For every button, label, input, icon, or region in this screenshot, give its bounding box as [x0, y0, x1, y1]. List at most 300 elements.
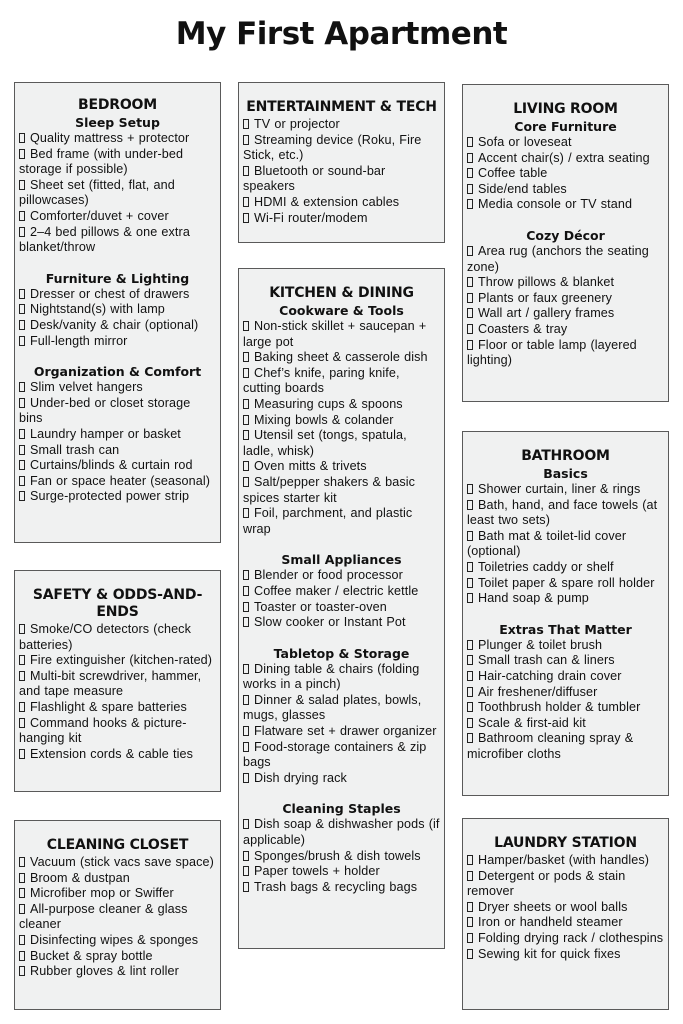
checkbox-icon: [243, 602, 249, 612]
checklist-item-text: Vacuum (stick vacs save space): [30, 855, 214, 869]
checkbox-icon: [19, 702, 25, 712]
checklist-item: [243, 615, 440, 631]
checklist-item-text: Air freshener/diffuser: [478, 684, 598, 699]
checklist: [243, 817, 440, 895]
checklist-section: [467, 466, 664, 607]
checkbox-icon: [19, 476, 25, 486]
checklist-item: [243, 350, 440, 366]
checkbox-icon: [467, 168, 473, 178]
checklist-item: [243, 849, 440, 865]
checklist-item: [467, 529, 664, 560]
checkbox-icon: [19, 133, 25, 143]
card-laundry: [462, 818, 669, 1010]
checkbox-icon: [243, 508, 249, 518]
section-title: Organization & Comfort: [33, 364, 202, 380]
checklist-item: [467, 731, 664, 762]
checklist: [243, 662, 440, 787]
checklist-item: [243, 506, 440, 537]
checklist-item-text: Sponges/brush & dish towels: [254, 848, 421, 863]
checkbox-icon: [19, 966, 25, 976]
checklist-item: [243, 459, 440, 475]
checkbox-icon: [243, 742, 249, 752]
checkbox-icon: [19, 460, 25, 470]
checklist-item-text: Side/end tables: [478, 181, 567, 196]
checklist-item: [243, 724, 440, 740]
checklist-item: [467, 151, 664, 167]
checkbox-icon: [467, 340, 473, 350]
checklist-item: [19, 458, 216, 474]
card-living-room: [462, 84, 669, 402]
checklist-item: [19, 716, 216, 747]
checklist-item: [467, 560, 664, 576]
checklist-item-text: Baking sheet & casserole dish: [254, 350, 428, 365]
section-title: Cozy Décor: [526, 227, 605, 243]
checkbox-icon: [467, 308, 473, 318]
checklist-section: [243, 801, 440, 895]
checkbox-icon: [243, 586, 249, 596]
section-title: Small Appliances: [281, 552, 402, 568]
checklist-item-text: Oven mitts & trivets: [254, 459, 367, 474]
checkbox-icon: [19, 904, 25, 914]
checkbox-icon: [467, 562, 473, 572]
checklist-item-text: Toilet paper & spare roll holder: [478, 575, 655, 590]
checklist-item-text: Bed frame (with under-bed storage if possible): [19, 146, 184, 177]
checkbox-icon: [243, 882, 249, 892]
checklist-item: [467, 275, 664, 291]
card-kitchen: [238, 268, 445, 949]
checklist-item: [467, 869, 664, 900]
checkbox-icon: [467, 640, 473, 650]
checkbox-icon: [19, 304, 25, 314]
checkbox-icon: [243, 135, 249, 145]
checklist: [19, 380, 216, 505]
checklist-item: [243, 771, 440, 787]
checkbox-icon: [19, 888, 25, 898]
checklist-item-text: Trash bags & recycling bags: [254, 879, 418, 894]
checklist-item: [467, 576, 664, 592]
checklist-item-text: Hand soap & pump: [478, 591, 589, 606]
checklist-item-text: Comforter/duvet + cover: [30, 208, 169, 223]
checkbox-icon: [467, 949, 473, 959]
checklist-item: [19, 209, 216, 225]
checkbox-icon: [243, 695, 249, 705]
checklist-item-text: Media console or TV stand: [478, 197, 633, 212]
checkbox-icon: [243, 119, 249, 129]
checklist-item: [467, 931, 664, 947]
checklist-item: [467, 338, 664, 369]
checklist-item-text: Wall art / gallery frames: [478, 306, 615, 321]
checklist-item-text: Chef’s knife, paring knife, cutting boards: [243, 365, 400, 396]
checklist-item-text: Bathroom cleaning spray & microfiber cloths: [467, 731, 634, 761]
card-safety: [14, 570, 221, 792]
checkbox-icon: [19, 398, 25, 408]
checkbox-icon: [243, 352, 249, 362]
checklist-item-text: Bath, hand, and face towels (at least two sets): [467, 497, 658, 528]
checklist-item-text: Coffee table: [478, 166, 548, 181]
checklist-item: [243, 211, 440, 227]
checklist-item: [243, 600, 440, 616]
checklist-item: [467, 482, 664, 498]
checklist-item: [243, 817, 440, 848]
checklist-item-text: Measuring cups & spoons: [254, 396, 403, 411]
checklist-item: [243, 428, 440, 459]
checklist-item-text: Hamper/basket (with handles): [478, 853, 650, 867]
checklist-item-text: Curtains/blinds & curtain rod: [30, 458, 193, 473]
checklist-section: [243, 117, 440, 226]
checklist-item: [19, 474, 216, 490]
checklist-item: [19, 964, 216, 980]
checklist: [243, 319, 440, 537]
checklist-item-text: Plants or faux greenery: [478, 290, 613, 305]
checklist-section: [467, 119, 664, 213]
checklist-item: [243, 693, 440, 724]
checklist-item-text: Smoke/CO detectors (check batteries): [19, 622, 191, 652]
checkbox-icon: [19, 873, 25, 883]
checklist-item: [19, 933, 216, 949]
checklist-section: [243, 646, 440, 787]
checklist-item-text: Extension cords & cable ties: [30, 746, 194, 761]
checklist-section: [243, 552, 440, 630]
checklist-item-text: Foil, parchment, and plastic wrap: [243, 506, 413, 536]
checklist-item-text: Under-bed or closet storage bins: [19, 395, 191, 426]
checkbox-icon: [19, 718, 25, 728]
checklist-section: [243, 303, 440, 537]
checklist-item-text: Quality mattress + protector: [30, 131, 190, 145]
checklist-item: [19, 131, 216, 147]
checklist-item: [243, 366, 440, 397]
checklist-item-text: Salt/pepper shakers & basic spices starter kit: [243, 474, 416, 505]
checklist-item: [467, 716, 664, 732]
checklist-item: [243, 195, 440, 211]
checklist-item-text: Nightstand(s) with lamp: [30, 302, 165, 317]
checkbox-icon: [19, 624, 25, 634]
checkbox-icon: [19, 180, 25, 190]
card-cleaning-closet: [14, 820, 221, 1010]
checkbox-icon: [467, 277, 473, 287]
checklist-item-text: Accent chair(s) / extra seating: [478, 150, 650, 165]
checklist-item: [467, 853, 664, 869]
checkbox-icon: [467, 578, 473, 588]
checkbox-icon: [243, 399, 249, 409]
checklist-item-text: Small trash can & liners: [478, 653, 615, 668]
checklist-item: [19, 302, 216, 318]
checklist-item-text: Blender or food processor: [254, 568, 403, 583]
checklist-item-text: Sewing kit for quick fixes: [478, 946, 621, 961]
checklist-item: [19, 443, 216, 459]
card-title: BATHROOM: [521, 448, 610, 464]
checklist-item: [19, 427, 216, 443]
checklist-item-text: Flatware set + drawer organizer: [254, 724, 437, 739]
checklist-item: [19, 886, 216, 902]
checklist-section: [467, 228, 664, 369]
card-title: ENTERTAINMENT & TECH: [246, 99, 437, 115]
checklist-item: [467, 197, 664, 213]
checklist-item-text: Fan or space heater (seasonal): [30, 473, 211, 488]
checkbox-icon: [243, 477, 249, 487]
checklist-item: [467, 306, 664, 322]
checklist-item: [19, 489, 216, 505]
checkbox-icon: [243, 819, 249, 829]
checkbox-icon: [19, 491, 25, 501]
checklist-item-text: Floor or table lamp (layered lighting): [467, 337, 637, 368]
checklist-item: [467, 591, 664, 607]
checklist-item: [19, 902, 216, 933]
checkbox-icon: [243, 213, 249, 223]
checklist: [467, 135, 664, 213]
checklist-item-text: Bluetooth or sound-bar speakers: [243, 163, 386, 194]
checkbox-icon: [467, 324, 473, 334]
checkbox-icon: [467, 687, 473, 697]
checklist-item-text: Shower curtain, liner & rings: [478, 482, 641, 496]
checklist-item: [243, 662, 440, 693]
checklist-item-text: Toothbrush holder & tumbler: [478, 700, 641, 715]
checkbox-icon: [19, 935, 25, 945]
checklist-item: [467, 947, 664, 963]
checklist-item: [243, 397, 440, 413]
checklist-item: [467, 669, 664, 685]
checklist-item-text: Dish soap & dishwasher pods (if applicable): [243, 817, 440, 848]
checklist-item: [19, 380, 216, 396]
checklist-item: [19, 334, 216, 350]
checklist: [19, 855, 216, 980]
checkbox-icon: [19, 429, 25, 439]
checklist: [467, 244, 664, 369]
checklist-item: [243, 475, 440, 506]
checklist-item-text: Dish drying rack: [254, 770, 347, 785]
checkbox-icon: [467, 199, 473, 209]
checklist-item-text: Coffee maker / electric kettle: [254, 583, 419, 598]
card-title: SAFETY & ODDS-AND-ENDS: [32, 587, 203, 620]
checkbox-icon: [467, 917, 473, 927]
checklist-item-text: Folding drying rack / clothespins: [478, 930, 664, 945]
checklist: [19, 622, 216, 762]
section-title: Extras That Matter: [499, 621, 632, 637]
checklist-item-text: HDMI & extension cables: [254, 194, 400, 209]
section-title: Cleaning Staples: [282, 801, 401, 817]
checkbox-icon: [19, 211, 25, 221]
checklist-item: [19, 653, 216, 669]
checklist-item: [19, 178, 216, 209]
checklist-item: [19, 669, 216, 700]
checklist-item-text: Scale & first-aid kit: [478, 715, 586, 730]
checkbox-icon: [467, 902, 473, 912]
checklist-item: [19, 287, 216, 303]
checklist-item: [467, 322, 664, 338]
checkbox-icon: [19, 382, 25, 392]
checklist-item-text: Multi-bit screwdriver, hammer, and tape measure: [19, 668, 202, 699]
page-title: My First Apartment: [175, 16, 508, 52]
checkbox-icon: [243, 368, 249, 378]
checkbox-icon: [243, 197, 249, 207]
checklist-item: [19, 225, 216, 256]
checklist-item-text: Detergent or pods & stain remover: [467, 868, 626, 899]
checklist-item-text: Dining table & chairs (folding works in a pinch): [243, 661, 420, 692]
section-title: Cookware & Tools: [279, 303, 404, 318]
checklist-item-text: Desk/vanity & chair (optional): [30, 317, 199, 332]
checklist-item-text: Plunger & toilet brush: [478, 637, 603, 652]
card-title: KITCHEN & DINING: [269, 285, 414, 301]
checklist-section: [19, 271, 216, 349]
checklist-item: [19, 147, 216, 178]
checklist-item: [467, 498, 664, 529]
checklist-item-text: Streaming device (Roku, Fire Stick, etc.): [243, 132, 422, 163]
checkbox-icon: [467, 871, 473, 881]
checkbox-icon: [19, 227, 25, 237]
checklist-item-text: TV or projector: [254, 117, 340, 131]
checklist-item: [243, 133, 440, 164]
checklist-section: [19, 622, 216, 762]
checkbox-icon: [467, 531, 473, 541]
checklist-item: [243, 413, 440, 429]
checklist-item-text: Wi-Fi router/modem: [254, 210, 368, 225]
checkbox-icon: [243, 664, 249, 674]
checkbox-icon: [243, 461, 249, 471]
checklist: [243, 117, 440, 226]
checkbox-icon: [243, 570, 249, 580]
checklist-item-text: Utensil set (tongs, spatula, ladle, whisk): [243, 428, 407, 458]
checklist-item: [467, 653, 664, 669]
checkbox-icon: [467, 293, 473, 303]
checklist-item: [467, 244, 664, 275]
checkbox-icon: [467, 933, 473, 943]
checklist-item: [243, 880, 440, 896]
checklist-item: [19, 747, 216, 763]
checkbox-icon: [19, 149, 25, 159]
checklist-item-text: Flashlight & spare batteries: [30, 699, 187, 714]
checklist-item-text: Command hooks & picture-hanging kit: [19, 715, 187, 746]
checklist-item-text: Throw pillows & blanket: [478, 275, 615, 290]
checklist-item: [19, 396, 216, 427]
card-title: BEDROOM: [78, 97, 157, 113]
checklist-item: [243, 117, 440, 133]
checklist-item: [19, 871, 216, 887]
checklist-item: [19, 622, 216, 653]
checklist-section: [19, 855, 216, 980]
checklist-item-text: Fire extinguisher (kitchen-rated): [30, 653, 213, 668]
checkbox-icon: [467, 184, 473, 194]
checkbox-icon: [467, 702, 473, 712]
checklist-item: [243, 864, 440, 880]
section-title: Sleep Setup: [75, 115, 160, 130]
checklist-item-text: Hair-catching drain cover: [478, 668, 622, 683]
checklist-item-text: Small trash can: [30, 442, 120, 457]
checklist-section: [19, 364, 216, 505]
checklist: [19, 131, 216, 256]
section-title: Tabletop & Storage: [273, 645, 410, 661]
checkbox-icon: [19, 951, 25, 961]
checklist-item-text: Sofa or loveseat: [478, 135, 572, 149]
checklist-item-text: Bucket & spray bottle: [30, 948, 153, 963]
checkbox-icon: [243, 773, 249, 783]
card-bathroom: [462, 431, 669, 796]
checklist: [243, 568, 440, 630]
checklist-item-text: Toiletries caddy or shelf: [478, 559, 614, 574]
checklist-item-text: Dresser or chest of drawers: [30, 286, 190, 301]
card-bedroom: [14, 82, 221, 543]
checklist-item: [467, 900, 664, 916]
checklist-item: [467, 135, 664, 151]
checklist-item: [19, 318, 216, 334]
checkbox-icon: [19, 336, 25, 346]
checklist-item-text: Sheet set (fitted, flat, and pillowcases): [19, 177, 175, 208]
checkbox-icon: [467, 718, 473, 728]
checklist-item-text: Slim velvet hangers: [30, 380, 143, 395]
checklist-item-text: Slow cooker or Instant Pot: [254, 615, 406, 630]
checklist-item: [19, 855, 216, 871]
checklist-item: [467, 685, 664, 701]
checklist-item-text: All-purpose cleaner & glass cleaner: [19, 901, 188, 932]
section-title: Core Furniture: [514, 119, 617, 134]
checklist-item: [467, 638, 664, 654]
checkbox-icon: [243, 851, 249, 861]
checkbox-icon: [467, 484, 473, 494]
checklist-item: [243, 319, 440, 350]
checklist-item: [467, 166, 664, 182]
checklist-item-text: Mixing bowls & colander: [254, 412, 394, 427]
checkbox-icon: [243, 430, 249, 440]
checklist-item: [467, 291, 664, 307]
checklist: [467, 853, 664, 962]
checklist-item-text: Disinfecting wipes & sponges: [30, 932, 199, 947]
checklist: [467, 482, 664, 607]
card-title: LAUNDRY STATION: [494, 835, 637, 851]
checkbox-icon: [243, 866, 249, 876]
checklist-item: [243, 568, 440, 584]
checkbox-icon: [243, 321, 249, 331]
checklist-item-text: Microfiber mop or Swiffer: [30, 886, 174, 901]
checklist-item-text: Dinner & salad plates, bowls, mugs, glasses: [243, 692, 422, 723]
card-title: CLEANING CLOSET: [46, 837, 189, 853]
checkbox-icon: [243, 415, 249, 425]
checklist-item-text: Paper towels + holder: [254, 864, 380, 879]
card-entertainment: [238, 82, 445, 243]
checkbox-icon: [467, 246, 473, 256]
checklist-item-text: Toaster or toaster-oven: [254, 599, 387, 614]
checklist-item-text: Surge-protected power strip: [30, 489, 190, 504]
checkbox-icon: [467, 500, 473, 510]
checklist-item-text: Iron or handheld steamer: [478, 915, 623, 930]
checklist-item-text: Non-stick skillet + saucepan + large pot: [243, 319, 427, 349]
checkbox-icon: [467, 855, 473, 865]
checkbox-icon: [467, 153, 473, 163]
checklist: [467, 638, 664, 763]
checkbox-icon: [467, 733, 473, 743]
checklist-item: [467, 700, 664, 716]
checkbox-icon: [243, 617, 249, 627]
checklist-section: [467, 622, 664, 763]
checkbox-icon: [19, 671, 25, 681]
checklist-item-text: 2–4 bed pillows & one extra blanket/throw: [19, 224, 190, 255]
checkbox-icon: [467, 671, 473, 681]
checklist-item: [19, 700, 216, 716]
checklist-section: [467, 853, 664, 962]
checklist-item: [19, 949, 216, 965]
section-title: Basics: [543, 466, 588, 481]
checkbox-icon: [19, 749, 25, 759]
checkbox-icon: [243, 166, 249, 176]
checkbox-icon: [19, 857, 25, 867]
section-title: Furniture & Lighting: [45, 270, 190, 286]
checklist-item-text: Broom & dustpan: [30, 870, 130, 885]
checklist-item-text: Laundry hamper or basket: [30, 426, 181, 441]
checklist-item: [467, 182, 664, 198]
checklist-section: [19, 115, 216, 256]
checklist-item-text: Rubber gloves & lint roller: [30, 964, 179, 979]
checklist-item: [243, 164, 440, 195]
checklist-item: [243, 740, 440, 771]
checkbox-icon: [19, 320, 25, 330]
checkbox-icon: [19, 445, 25, 455]
